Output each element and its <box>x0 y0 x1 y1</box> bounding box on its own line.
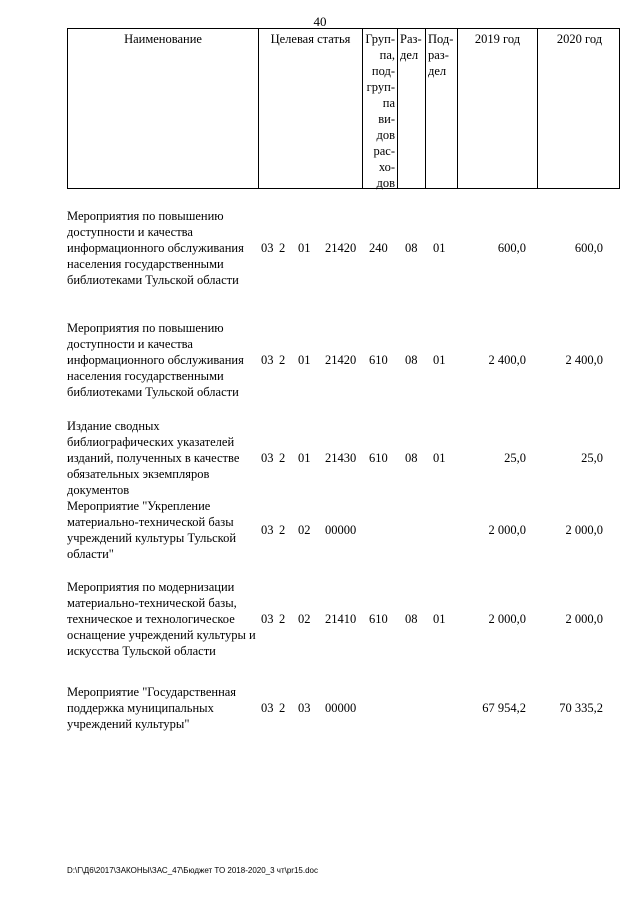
section-code: 08 <box>405 241 418 255</box>
direction-code: 00000 <box>325 701 357 715</box>
header-group: Груп- па, под- груп- па ви- дов рас- хо- дов <box>363 29 398 188</box>
header-year-2019: 2019 год <box>458 29 538 188</box>
direction-code: 21410 <box>325 612 357 626</box>
direction-code: 21430 <box>325 451 357 465</box>
group-code: 610 <box>369 353 388 367</box>
subprogram-code: 2 <box>279 701 286 715</box>
value-2019: 2 400,0 <box>488 353 526 367</box>
section-code: 08 <box>405 451 418 465</box>
subprogram-code: 2 <box>279 241 286 255</box>
group-code: 610 <box>369 612 388 626</box>
value-2019: 25,0 <box>504 451 526 465</box>
header-name: Наименование <box>68 29 259 188</box>
header-year-2020: 2020 год <box>556 32 603 46</box>
file-path-footer: D:\Г\Д6\2017\ЗАКОНЫ\ЗАС_47\Бюджет ТО 2018-2020_3 чт\pr15.doc <box>67 866 318 875</box>
header-target: Целевая статья <box>259 29 363 188</box>
direction-code: 21420 <box>325 241 357 255</box>
section-code: 08 <box>405 612 418 626</box>
event-code: 03 <box>298 701 311 715</box>
program-code: 03 <box>261 451 274 465</box>
event-code: 02 <box>298 523 311 537</box>
header-section: Раз- дел <box>398 29 426 188</box>
value-2020: 2 000,0 <box>565 523 603 537</box>
direction-code: 00000 <box>325 523 357 537</box>
program-code: 03 <box>261 523 274 537</box>
program-code: 03 <box>261 353 274 367</box>
value-2019: 67 954,2 <box>482 701 526 715</box>
event-code: 02 <box>298 612 311 626</box>
event-code: 01 <box>298 353 311 367</box>
program-code: 03 <box>261 241 274 255</box>
header-subsection: Под- раз- дел <box>426 29 458 188</box>
event-code: 01 <box>298 451 311 465</box>
value-2019: 600,0 <box>497 241 526 255</box>
subprogram-code: 2 <box>279 612 286 626</box>
value-2020: 2 000,0 <box>565 612 603 626</box>
value-2020: 25,0 <box>581 451 603 465</box>
subprogram-code: 2 <box>279 353 286 367</box>
row-name: Издание сводных библиографических указателей изданий, полученных в качестве обязательных экземпляров документов <box>67 419 240 497</box>
group-code: 610 <box>369 451 388 465</box>
row-name: Мероприятия по повышению доступности и качества информационного обслуживания населения государственными библиотеками Тульской области <box>67 321 244 399</box>
page-number: 40 <box>313 14 327 29</box>
program-code: 03 <box>261 701 274 715</box>
subsection-code: 01 <box>433 241 446 255</box>
table-header <box>67 28 620 189</box>
row-name: Мероприятия по повышению доступности и качества информационного обслуживания населения государственными библиотеками Тульской области <box>67 209 244 287</box>
value-2019: 2 000,0 <box>488 612 526 626</box>
section-code: 08 <box>405 353 418 367</box>
event-code: 01 <box>298 241 311 255</box>
subsection-code: 01 <box>433 353 446 367</box>
value-2020: 70 335,2 <box>559 701 603 715</box>
subsection-code: 01 <box>433 612 446 626</box>
program-code: 03 <box>261 612 274 626</box>
row-name: Мероприятие "Укрепление материально-технической базы учреждений культуры Тульской области" <box>67 499 237 561</box>
row-name: Мероприятие "Государственная поддержка муниципальных учреждений культуры" <box>67 685 237 731</box>
subprogram-code: 2 <box>279 523 286 537</box>
value-2019: 2 000,0 <box>488 523 526 537</box>
value-2020: 2 400,0 <box>565 353 603 367</box>
subprogram-code: 2 <box>279 451 286 465</box>
subsection-code: 01 <box>433 451 446 465</box>
value-2020: 600,0 <box>574 241 603 255</box>
direction-code: 21420 <box>325 353 357 367</box>
group-code: 240 <box>369 241 388 255</box>
row-name: Мероприятия по модернизации материально-технической базы, техническое и технологическое оснащение учреждений культуры и искусства Тульской области <box>67 580 256 658</box>
